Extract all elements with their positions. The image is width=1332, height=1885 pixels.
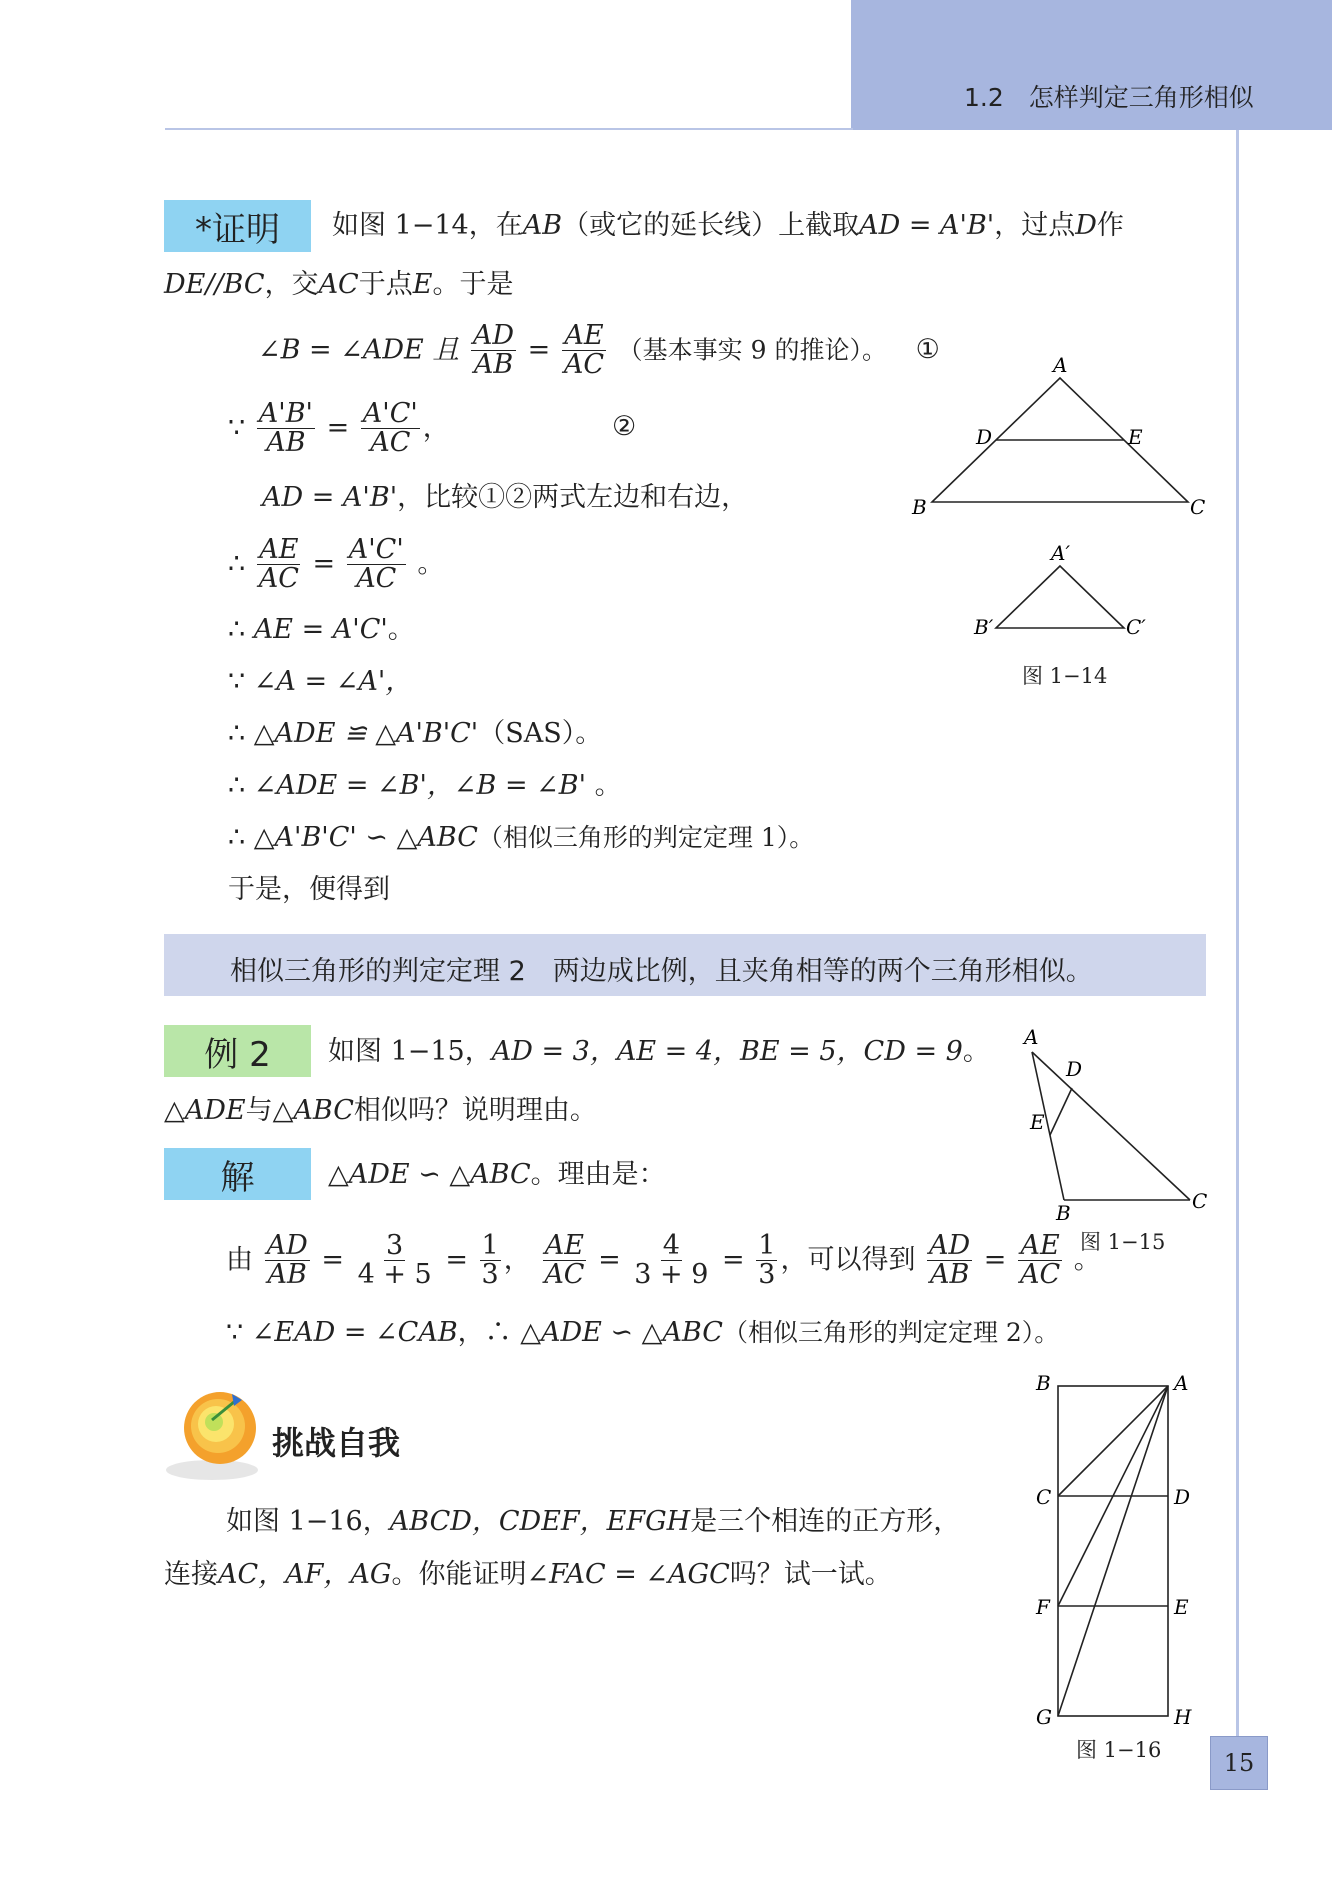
segment-ac — [1032, 1052, 1190, 1200]
proof-construction-line: DE//BC，交AC于点E。于是 — [164, 269, 514, 300]
label-A: A — [1174, 1371, 1189, 1395]
label-H: H — [1174, 1705, 1192, 1729]
header-rule — [165, 128, 853, 130]
section-title: 1.2 怎样判定三角形相似 — [964, 83, 1254, 112]
challenge-text-line-2: 连接AC，AF，AG。你能证明∠FAC = ∠AGC吗？试一试。 — [164, 1559, 892, 1590]
figure-1-16 — [1026, 1366, 1206, 1736]
example-question: 如图 1−15，AD = 3，AE = 4，BE = 5，CD = 9。 — [328, 1036, 990, 1067]
proof-conclusion: 于是，便得到 — [228, 874, 390, 905]
solution-claim: △ADE ∽ △ABC。理由是： — [328, 1159, 666, 1190]
challenge-title: 挑战自我 — [272, 1424, 401, 1462]
label-E: E — [1030, 1110, 1045, 1134]
solution-tag: 解 — [164, 1148, 311, 1200]
figure-1-15 — [1010, 1020, 1230, 1220]
label-C: C — [1036, 1485, 1052, 1509]
label-A1: A′ — [1051, 541, 1070, 565]
label-B: B — [912, 495, 927, 519]
challenge-text-line-1: 如图 1−16，ABCD，CDEF，EFGH是三个相连的正方形， — [226, 1506, 961, 1537]
figure-1-16-caption: 图 1−16 — [1076, 1738, 1162, 1762]
label-A: A — [1024, 1025, 1039, 1049]
label-D: D — [1174, 1485, 1191, 1509]
label-E: E — [1128, 425, 1143, 449]
proof-step-4: ∴ $\frac{AE}{AC}$ = $\frac{A'C'}{AC}$ 。 — [228, 534, 445, 595]
proof-step-7: ∴ △ADE ≌ △A'B'C'（SAS）。 — [228, 718, 603, 749]
solution-calculation: 由 $\frac{AD}{AB}$ = $\frac{3}{4 + 5}$ = $\frac{1}{3}$ ， $\frac{AE}{AC}$ = $\frac{4}{3 + 9}$ = $\frac{1}{3}$ ，可以得到 $\frac{AD}{AB}$ = $\frac{AE}{AC}$ 。 — [226, 1230, 1101, 1291]
solution-conclusion: ∵ ∠EAD = ∠CAB，∴ △ADE ∽ △ABC（相似三角形的判定定理 2）。 — [226, 1317, 1060, 1348]
proof-step-6: ∵ ∠A = ∠A'， — [228, 666, 413, 697]
proof-step-2-mark: ② — [612, 411, 637, 442]
label-C1: C′ — [1126, 615, 1146, 639]
theorem-text: 相似三角形的判定定理 2 两边成比例，且夹角相等的两个三角形相似。 — [230, 956, 1093, 987]
figure-1-15-caption: 图 1−15 — [1080, 1230, 1166, 1254]
label-B1: B′ — [974, 615, 994, 639]
example-question-line-2: △ADE与△ABC相似吗？说明理由。 — [164, 1095, 597, 1126]
label-C: C — [1192, 1189, 1208, 1213]
proof-step-1: ∠B = ∠ADE 且 $\frac{AD}{AB}$ = $\frac{AE}{AC}$ （基本事实 9 的推论）。 ① — [258, 320, 940, 381]
label-G: G — [1036, 1705, 1052, 1729]
figure-1-14 — [900, 350, 1220, 690]
proof-intro-line: 如图 1−14，在AB（或它的延长线）上截取AD = A'B'，过点D作 — [332, 210, 1124, 241]
label-A: A — [1053, 353, 1068, 377]
proof-tag: *证明 — [164, 200, 311, 252]
proof-step-8: ∴ ∠ADE = ∠B'，∠B = ∠B' 。 — [228, 770, 622, 801]
triangle-a1b1c1 — [996, 566, 1124, 628]
proof-step-2: ∵ $\frac{A'B'}{AB}$ = $\frac{A'C'}{AC}$ ， — [228, 398, 450, 459]
label-B: B — [1056, 1201, 1071, 1220]
label-F: F — [1036, 1595, 1050, 1619]
segment-ac — [1058, 1386, 1168, 1496]
margin-rule — [1236, 130, 1239, 1750]
segment-ag — [1058, 1386, 1168, 1716]
label-B: B — [1036, 1371, 1051, 1395]
proof-step-3: AD = A'B'，比较①②两式左边和右边， — [262, 482, 749, 513]
target-icon — [162, 1384, 266, 1484]
proof-step-5: ∴ AE = A'C'。 — [228, 614, 415, 645]
page-number: 15 — [1210, 1736, 1268, 1790]
label-E: E — [1174, 1595, 1189, 1619]
label-C: C — [1190, 495, 1206, 519]
label-D: D — [1066, 1057, 1083, 1081]
segment-de — [1050, 1088, 1072, 1135]
example-tag: 例 2 — [164, 1025, 311, 1077]
figure-1-14-caption: 图 1−14 — [1022, 664, 1108, 688]
proof-step-9: ∴ △A'B'C' ∽ △ABC（相似三角形的判定定理 1）。 — [228, 822, 815, 853]
label-D: D — [976, 425, 993, 449]
